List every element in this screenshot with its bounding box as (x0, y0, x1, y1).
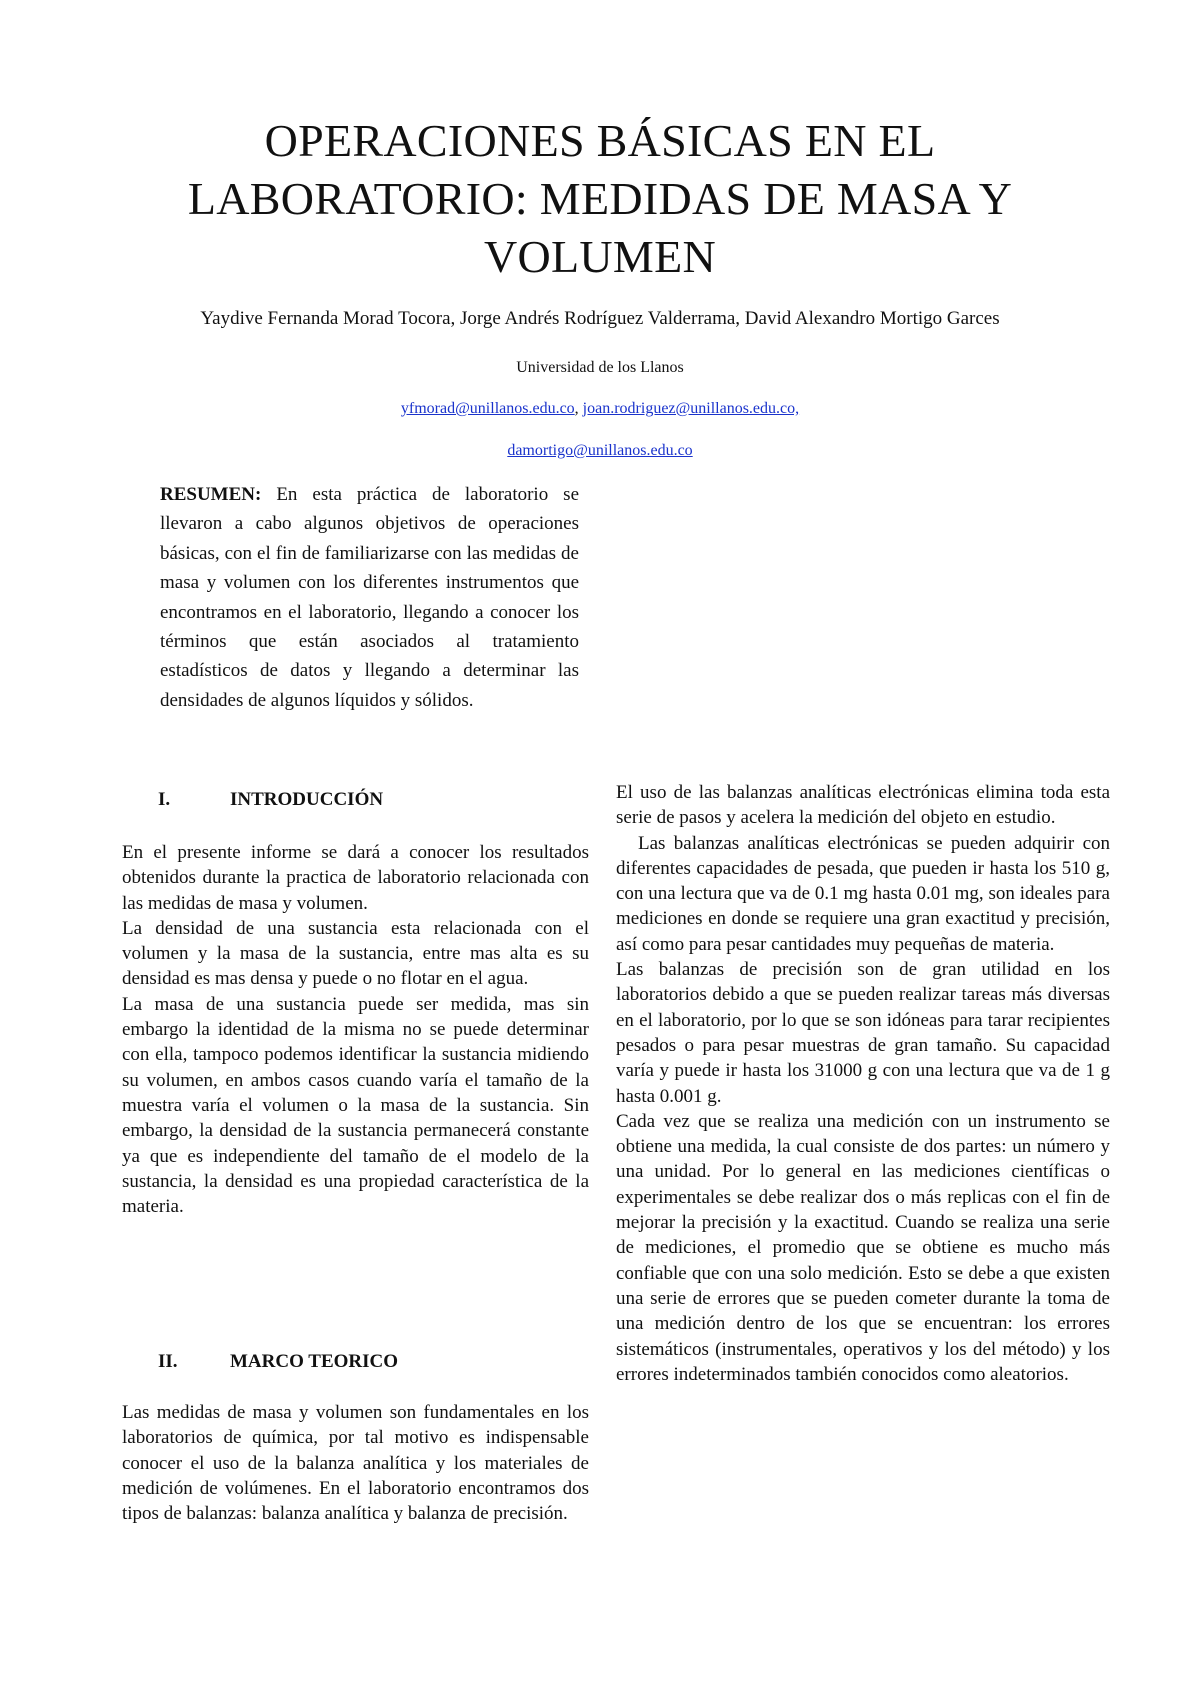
email-link-morad[interactable]: yfmorad@unillanos.edu.co (400, 400, 575, 417)
right-column-body (616, 780, 1110, 1387)
paragraph: Las balanzas analíticas electrónicas se pueden adquirir con diferentes capacidades de pesada, que pueden ir hasta los 510 g, con una lectura que va de 0.1 mg hasta 0.01 mg, son ideales para mediciones en donde se requiere una gran exactitud y precisión, así como para pesar cantidades muy pequeñas de materia. (616, 832, 1110, 955)
section-heading-introduccion (158, 787, 588, 812)
affiliation: Universidad de los Llanos (516, 359, 684, 376)
paragraph: Las medidas de masa y volumen son fundamentales en los laboratorios de química, por tal motivo es indispensable conocer el uso de la balanza analítica y los materiales de medición de volúmenes. En el laboratorio encontramos dos tipos de balanzas: balanza analítica y balanza de precisión. (122, 1402, 589, 1525)
section-number: II. (158, 1351, 178, 1372)
paragraph: La densidad de una sustancia esta relacionada con el volumen y la masa de la sustancia, entre mas alta es su densidad es mas densa y puede o no flotar en el agua. (122, 917, 589, 990)
email-link-mortigo[interactable]: damortigo@unillanos.edu.co (507, 442, 693, 459)
section-heading-marco-teorico (158, 1349, 588, 1374)
abstract (160, 480, 579, 715)
paragraph: Cada vez que se realiza una medición con un instrumento se obtiene una medida, la cual consiste de dos partes: un número y una unidad. Por lo general en las mediciones científicas o experimentales se debe realizar dos o más replicas con el fin de mejorar la precisión y la exactitud. Cuando se realiza una serie de mediciones, el promedio que se obtiene es mucho más confiable que con una solo medición. Esto se debe a que existen una serie de errores que se pueden cometer durante la toma de una medición dentro de los que se encuentran: los errores sistemáticos (instrumentales, operativos y los del método) y los errores indeterminados también conocidos como aleatorios. (616, 1110, 1110, 1385)
section-title: MARCO TEORICO (230, 1351, 399, 1372)
email-separator: , (574, 400, 583, 417)
section-number: I. (158, 789, 171, 810)
abstract-label: RESUMEN: (160, 484, 262, 505)
section-title: INTRODUCCIÓN (230, 789, 384, 810)
email-link-rodriguez[interactable]: joan.rodriguez@unillanos.edu.co, (582, 400, 800, 417)
marco-teorico-body (122, 1400, 589, 1526)
email-line-2 (60, 440, 1140, 462)
author-list: Yaydive Fernanda Morad Tocora, Jorge Andrés Rodríguez Valderrama, David Alexandro Mortigo Garces (200, 308, 1000, 329)
paragraph: Las balanzas de precisión son de gran utilidad en los laboratorios debido a que se pueden realizar tareas más diversas en el laboratorio, por lo que se son idóneas para tarar recipientes pesados o para pesar muestras de gran tamaño. Su capacidad varía y puede ir hasta los 31000 g con una lectura que va de 1 g hasta 0.001 g. (616, 959, 1110, 1107)
email-line-1 (60, 398, 1140, 420)
paragraph: El uso de las balanzas analíticas electrónicas elimina toda esta serie de pasos y acelera la medición del objeto en estudio. (616, 782, 1110, 829)
paper-title: OPERACIONES BÁSICAS EN EL LABORATORIO: MEDIDAS DE MASA Y VOLUMEN (187, 115, 1013, 282)
paragraph: En el presente informe se dará a conocer los resultados obtenidos durante la practica de laboratorio relacionada con las medidas de masa y volumen. (122, 842, 589, 914)
paragraph: La masa de una sustancia puede ser medida, mas sin embargo la identidad de la misma no se puede determinar con ella, tampoco podemos identificar la sustancia midiendo su volumen, en ambos casos cuando varía el tamaño de la muestra varía el volumen o la masa de la sustancia. Sin embargo, la densidad de la sustancia permanecerá constante ya que es independiente del tamaño de el modelo de la sustancia, la densidad es una propiedad característica de la materia. (122, 993, 589, 1218)
abstract-text: En esta práctica de laboratorio se llevaron a cabo algunos objetivos de operaciones básicas, con el fin de familiarizarse con las medidas de masa y volumen con los diferentes instrumentos que encontramos en el laboratorio, llegando a conocer los términos que están asociados al tratamiento estadísticos de datos y llegando a determinar las densidades de algunos líquidos y sólidos. (160, 484, 579, 711)
intro-body (122, 840, 589, 1219)
